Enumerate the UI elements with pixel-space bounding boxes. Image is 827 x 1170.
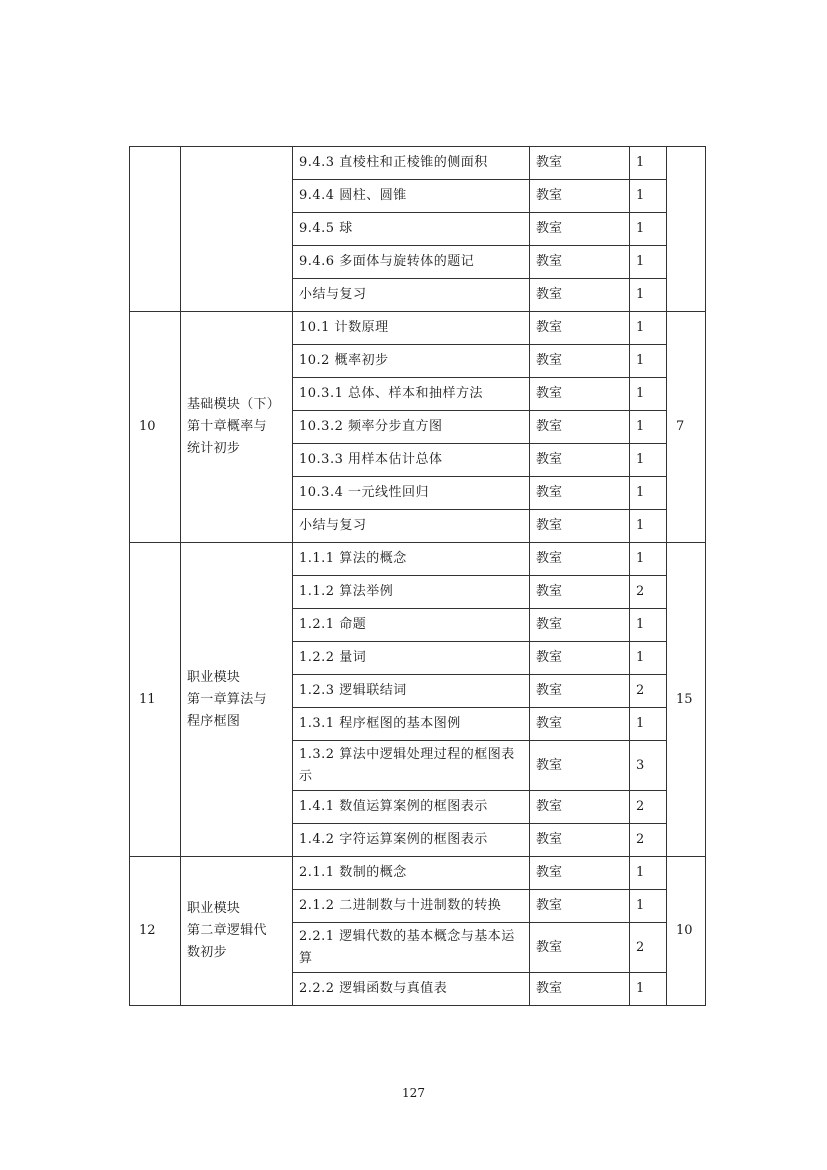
week-number-cell: 12 (130, 857, 181, 1006)
hours-cell: 1 (630, 180, 667, 213)
hours-cell: 1 (630, 345, 667, 378)
page-number: 127 (402, 1086, 425, 1100)
hours-cell: 1 (630, 147, 667, 180)
place-cell: 教室 (530, 890, 630, 923)
place-cell: 教室 (530, 411, 630, 444)
lesson-cell: 9.4.6 多面体与旋转体的题记 (293, 246, 530, 279)
module-name: 职业模块 第一章算法与 程序框图 (187, 669, 267, 729)
hours-cell: 1 (630, 973, 667, 1006)
place-cell: 教室 (530, 923, 630, 973)
hours-cell: 1 (630, 246, 667, 279)
place-cell: 教室 (530, 973, 630, 1006)
place-cell: 教室 (530, 246, 630, 279)
hours-cell: 1 (630, 543, 667, 576)
place-cell: 教室 (530, 213, 630, 246)
schedule-table (129, 146, 706, 1006)
module-name: 职业模块 第二章逻辑代 数初步 (187, 901, 267, 960)
hours-cell: 1 (630, 857, 667, 890)
place-cell: 教室 (530, 857, 630, 890)
hours-cell: 1 (630, 279, 667, 312)
lesson-cell: 1.1.2 算法举例 (293, 576, 530, 609)
lesson-cell: 2.1.2 二进制数与十进制数的转换 (293, 890, 530, 923)
hours-cell: 2 (630, 824, 667, 857)
hours-cell: 1 (630, 510, 667, 543)
module-cell (181, 543, 293, 857)
total-hours-cell (667, 147, 706, 312)
lesson-cell: 1.2.1 命题 (293, 609, 530, 642)
lesson-cell: 1.4.2 字符运算案例的框图表示 (293, 824, 530, 857)
place-cell: 教室 (530, 345, 630, 378)
place-cell: 教室 (530, 741, 630, 791)
hours-cell: 2 (630, 675, 667, 708)
place-cell: 教室 (530, 510, 630, 543)
week-number-cell: 11 (130, 543, 181, 857)
hours-cell: 2 (630, 576, 667, 609)
schedule-table-body (130, 147, 706, 1006)
place-cell: 教室 (530, 477, 630, 510)
table-row (130, 543, 706, 576)
week-number-cell (130, 147, 181, 312)
total-hours-cell: 10 (667, 857, 706, 1006)
hours-cell: 1 (630, 213, 667, 246)
place-cell: 教室 (530, 824, 630, 857)
hours-cell: 1 (630, 609, 667, 642)
lesson-cell: 10.3.2 频率分步直方图 (293, 411, 530, 444)
place-cell: 教室 (530, 147, 630, 180)
place-cell: 教室 (530, 791, 630, 824)
place-cell: 教室 (530, 444, 630, 477)
place-cell: 教室 (530, 543, 630, 576)
hours-cell: 1 (630, 411, 667, 444)
lesson-cell: 10.3.4 一元线性回归 (293, 477, 530, 510)
lesson-cell: 10.3.3 用样本估计总体 (293, 444, 530, 477)
place-cell: 教室 (530, 180, 630, 213)
hours-cell: 2 (630, 923, 667, 973)
place-cell: 教室 (530, 675, 630, 708)
lesson-cell: 1.2.3 逻辑联结词 (293, 675, 530, 708)
total-hours-cell: 15 (667, 543, 706, 857)
hours-cell: 1 (630, 312, 667, 345)
module-name: 基础模块（下） 第十章概率与 统计初步 (187, 397, 281, 456)
module-cell (181, 312, 293, 543)
lesson-cell: 1.2.2 量词 (293, 642, 530, 675)
lesson-cell: 小结与复习 (293, 510, 530, 543)
table-row (130, 312, 706, 345)
lesson-cell: 2.1.1 数制的概念 (293, 857, 530, 890)
place-cell: 教室 (530, 312, 630, 345)
lesson-cell: 2.2.2 逻辑函数与真值表 (293, 973, 530, 1006)
place-cell: 教室 (530, 576, 630, 609)
lesson-cell: 10.2 概率初步 (293, 345, 530, 378)
lesson-cell: 小结与复习 (293, 279, 530, 312)
table-row (130, 857, 706, 890)
lesson-cell: 10.3.1 总体、样本和抽样方法 (293, 378, 530, 411)
lesson-cell: 2.2.1 逻辑代数的基本概念与基本运算 (293, 923, 530, 973)
lesson-cell: 1.1.1 算法的概念 (293, 543, 530, 576)
lesson-cell: 1.3.2 算法中逻辑处理过程的框图表示 (293, 741, 530, 791)
table-row (130, 147, 706, 180)
hours-cell: 1 (630, 890, 667, 923)
lesson-cell: 9.4.3 直棱柱和正棱锥的侧面积 (293, 147, 530, 180)
lesson-cell: 1.3.1 程序框图的基本图例 (293, 708, 530, 741)
lesson-cell: 9.4.4 圆柱、圆锥 (293, 180, 530, 213)
place-cell: 教室 (530, 642, 630, 675)
place-cell: 教室 (530, 279, 630, 312)
hours-cell: 1 (630, 708, 667, 741)
week-number-cell: 10 (130, 312, 181, 543)
lesson-cell: 10.1 计数原理 (293, 312, 530, 345)
module-cell (181, 857, 293, 1006)
hours-cell: 3 (630, 741, 667, 791)
place-cell: 教室 (530, 708, 630, 741)
total-hours-cell: 7 (667, 312, 706, 543)
lesson-cell: 9.4.5 球 (293, 213, 530, 246)
place-cell: 教室 (530, 378, 630, 411)
hours-cell: 1 (630, 642, 667, 675)
hours-cell: 1 (630, 378, 667, 411)
hours-cell: 2 (630, 791, 667, 824)
place-cell: 教室 (530, 609, 630, 642)
lesson-cell: 1.4.1 数值运算案例的框图表示 (293, 791, 530, 824)
hours-cell: 1 (630, 477, 667, 510)
module-cell (181, 147, 293, 312)
hours-cell: 1 (630, 444, 667, 477)
